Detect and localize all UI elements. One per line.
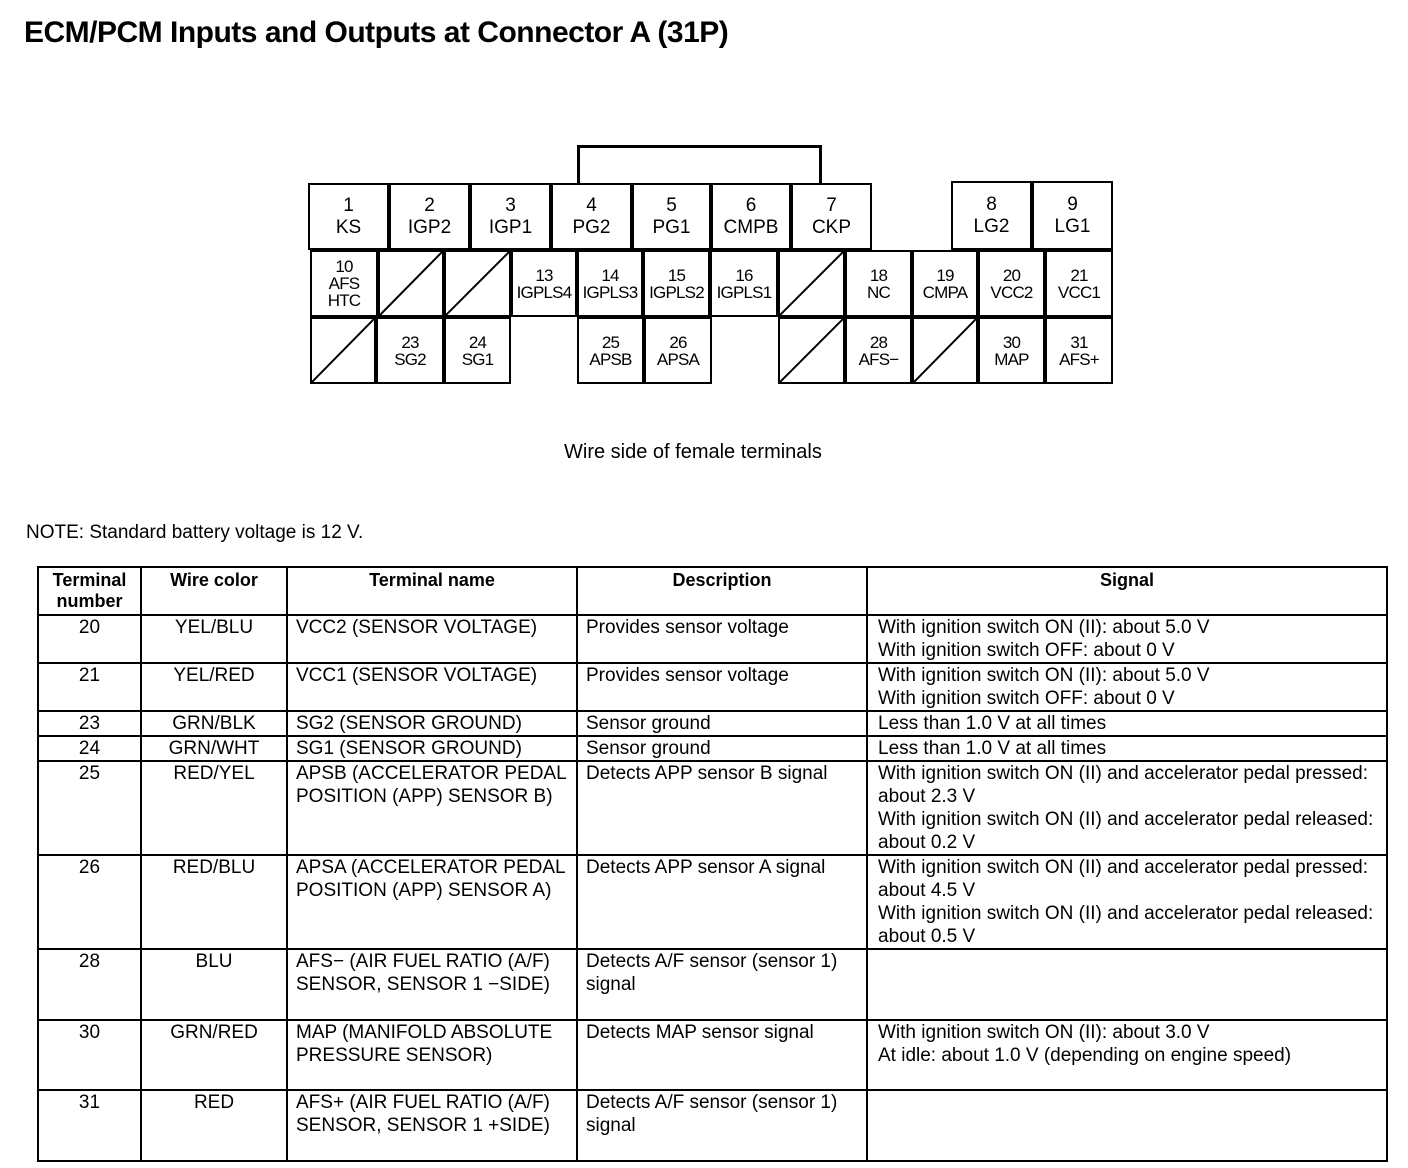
cell-description: Detects APP sensor A signal <box>577 855 867 949</box>
cell-terminal-name: VCC2 (SENSOR VOLTAGE) <box>287 615 577 663</box>
pin-signal-name: VCC2 <box>990 282 1033 302</box>
cell-signal <box>867 736 1387 761</box>
connector-pin-9 <box>1032 181 1113 250</box>
table-row <box>38 855 1387 949</box>
cavity-slash <box>914 319 976 382</box>
cell-wire-color: GRN/BLK <box>141 711 287 736</box>
pin-number: 3 <box>505 194 516 216</box>
cell-signal <box>867 1020 1387 1090</box>
cell-terminal-name: MAP (MANIFOLD ABSOLUTE PRESSURE SENSOR) <box>287 1020 577 1090</box>
cell-terminal-number: 20 <box>38 615 141 663</box>
pin-signal-name: PG1 <box>652 216 691 238</box>
signal-line: With ignition switch ON (II) and accelerator pedal released: about 0.2 V <box>878 809 1374 853</box>
connector-pin-30 <box>978 317 1045 384</box>
cell-wire-color: YEL/BLU <box>141 615 287 663</box>
pin-signal-name: SG2 <box>394 349 426 369</box>
pin-number: 28 <box>869 332 888 352</box>
connector-pin-3 <box>470 183 551 250</box>
cell-terminal-name: AFS+ (AIR FUEL RATIO (A/F) SENSOR, SENSOR 1 +SIDE) <box>287 1090 577 1161</box>
pin-number: 30 <box>1002 332 1021 352</box>
signal-line: Less than 1.0 V at all times <box>878 713 1107 734</box>
connector-pin-14 <box>577 250 643 317</box>
empty-cavity <box>310 317 376 384</box>
cell-signal <box>867 761 1387 855</box>
cell-terminal-number: 30 <box>38 1020 141 1090</box>
pin-number: 5 <box>666 194 677 216</box>
pin-signal-name: CKP <box>811 216 852 238</box>
pin-number: 1 <box>343 194 354 216</box>
cell-wire-color: RED/YEL <box>141 761 287 855</box>
pin-signal-name: KS <box>335 216 362 238</box>
connector-pin-26 <box>644 317 712 384</box>
empty-cavity <box>778 317 845 384</box>
header-description: Description <box>577 567 867 615</box>
signal-line: With ignition switch ON (II): about 5.0 V <box>878 665 1210 686</box>
pin-signal-name: MAP <box>994 349 1029 369</box>
table-row <box>38 711 1387 736</box>
cell-wire-color: GRN/RED <box>141 1020 287 1090</box>
pin-signal-name: IGPLS1 <box>716 282 772 302</box>
pin-signal-name: IGPLS2 <box>649 282 704 302</box>
cell-description: Provides sensor voltage <box>577 663 867 711</box>
pin-number: 10 <box>335 257 353 276</box>
connector-pin-4 <box>551 183 632 250</box>
header-signal: Signal <box>867 567 1387 615</box>
pin-number: 31 <box>1070 332 1088 352</box>
pin-number: 16 <box>735 265 753 285</box>
cell-signal <box>867 855 1387 949</box>
pin-signal-name: AFS− <box>858 349 899 369</box>
signal-line: With ignition switch ON (II) and accelerator pedal pressed: about 4.5 V <box>878 857 1368 901</box>
pin-signal-name: APSA <box>656 349 700 369</box>
pin-signal-name: SG1 <box>461 349 494 369</box>
cell-terminal-number: 31 <box>38 1090 141 1161</box>
pin-signal-name: PG2 <box>572 216 611 238</box>
pin-number: 2 <box>424 194 435 216</box>
pin-number: 8 <box>986 193 997 215</box>
pin-signal-name-2: HTC <box>327 291 361 310</box>
cell-terminal-number: 28 <box>38 949 141 1020</box>
pin-signal-name: CMPA <box>922 282 968 302</box>
cell-wire-color: BLU <box>141 949 287 1020</box>
pin-signal-name: NC <box>867 282 890 302</box>
pin-number: 26 <box>669 332 687 352</box>
pin-number: 9 <box>1067 193 1078 215</box>
cell-terminal-number: 23 <box>38 711 141 736</box>
signal-line: With ignition switch ON (II) and accelerator pedal released: about 0.5 V <box>878 903 1374 947</box>
connector-pin-15 <box>643 250 710 317</box>
pin-number: 23 <box>401 332 419 352</box>
table-row <box>38 663 1387 711</box>
pin-signal-name: CMPB <box>723 216 779 238</box>
connector-pin-20 <box>978 250 1045 317</box>
empty-cavity <box>778 250 845 317</box>
cell-terminal-number: 25 <box>38 761 141 855</box>
connector-pin-28 <box>845 317 912 384</box>
signal-line: With ignition switch OFF: about 0 V <box>878 640 1175 661</box>
signal-line: Less than 1.0 V at all times <box>878 738 1107 759</box>
signal-line: With ignition switch ON (II): about 5.0 V <box>878 617 1210 638</box>
connector-pin-13 <box>511 250 577 317</box>
connector-pin-24 <box>444 317 511 384</box>
connector-pin-1 <box>308 183 389 250</box>
signal-line: With ignition switch ON (II) and accelerator pedal pressed: about 2.3 V <box>878 763 1368 807</box>
connector-pin-18 <box>845 250 912 317</box>
cell-description: Sensor ground <box>577 736 867 761</box>
table-row <box>38 761 1387 855</box>
cell-description: Provides sensor voltage <box>577 615 867 663</box>
cell-wire-color: YEL/RED <box>141 663 287 711</box>
header-terminal-number: Terminal number <box>38 567 141 615</box>
connector-pin-16 <box>710 250 778 317</box>
table-row <box>38 1020 1387 1090</box>
pin-number: 14 <box>601 265 619 285</box>
pin-signal-name: IGPLS3 <box>582 282 638 302</box>
connector-pin-8 <box>951 181 1032 250</box>
empty-cavity <box>444 250 511 317</box>
cell-description: Detects A/F sensor (sensor 1) signal <box>577 1090 867 1161</box>
signal-line: With ignition switch ON (II): about 3.0 V <box>878 1022 1210 1043</box>
pin-signal-name: VCC1 <box>1057 282 1101 302</box>
cell-terminal-number: 21 <box>38 663 141 711</box>
page-title: ECM/PCM Inputs and Outputs at Connector A (31P) <box>24 16 729 49</box>
cell-terminal-name: VCC1 (SENSOR VOLTAGE) <box>287 663 577 711</box>
connector-pin-25 <box>577 317 644 384</box>
cell-signal <box>867 711 1387 736</box>
cell-signal <box>867 1090 1387 1161</box>
cell-wire-color: GRN/WHT <box>141 736 287 761</box>
connector-pin-23 <box>376 317 444 384</box>
connector-pin-31 <box>1045 317 1113 384</box>
pin-number: 15 <box>667 265 686 285</box>
table-header-row <box>38 567 1387 615</box>
cell-description: Detects APP sensor B signal <box>577 761 867 855</box>
table-row <box>38 736 1387 761</box>
pin-signal-name: LG1 <box>1054 215 1091 237</box>
cell-terminal-name: SG1 (SENSOR GROUND) <box>287 736 577 761</box>
table-row <box>38 1090 1387 1161</box>
cell-terminal-number: 26 <box>38 855 141 949</box>
connector-pin-21 <box>1045 250 1113 317</box>
pin-number: 24 <box>468 332 487 352</box>
cell-terminal-number: 24 <box>38 736 141 761</box>
empty-cavity <box>912 317 978 384</box>
signal-line: At idle: about 1.0 V (depending on engine speed) <box>878 1045 1292 1066</box>
pin-number: 19 <box>936 265 954 285</box>
connector-caption: Wire side of female terminals <box>564 441 822 463</box>
connector-pin-7 <box>791 183 872 250</box>
cavity-slash <box>312 319 374 382</box>
cell-wire-color: RED <box>141 1090 287 1161</box>
cell-description: Detects MAP sensor signal <box>577 1020 867 1090</box>
connector-pin-10 <box>310 250 378 317</box>
signal-line: With ignition switch OFF: about 0 V <box>878 688 1175 709</box>
cavity-slash <box>380 252 442 315</box>
connector-pin-2 <box>389 183 470 250</box>
connector-latch <box>577 145 822 183</box>
battery-note: NOTE: Standard battery voltage is 12 V. <box>26 522 364 543</box>
pin-signal-name: IGPLS4 <box>516 282 572 302</box>
connector-pin-19 <box>912 250 978 317</box>
cell-terminal-name: APSA (ACCELERATOR PEDAL POSITION (APP) SENSOR A) <box>287 855 577 949</box>
cell-description: Detects A/F sensor (sensor 1) signal <box>577 949 867 1020</box>
table-row <box>38 615 1387 663</box>
cavity-slash <box>446 252 509 315</box>
terminal-table <box>37 566 1388 1162</box>
pin-number: 13 <box>535 265 553 285</box>
pin-number: 25 <box>601 332 620 352</box>
pin-signal-name: IGP2 <box>407 216 452 238</box>
table-row <box>38 949 1387 1020</box>
cell-wire-color: RED/BLU <box>141 855 287 949</box>
cell-terminal-name: SG2 (SENSOR GROUND) <box>287 711 577 736</box>
pin-signal-name: LG2 <box>973 215 1010 237</box>
pin-number: 7 <box>826 194 837 216</box>
cell-terminal-name: APSB (ACCELERATOR PEDAL POSITION (APP) SENSOR B) <box>287 761 577 855</box>
pin-signal-name: IGP1 <box>488 216 533 238</box>
cell-signal <box>867 949 1387 1020</box>
header-terminal-name: Terminal name <box>287 567 577 615</box>
cell-description: Sensor ground <box>577 711 867 736</box>
pin-signal-name: AFS <box>328 274 360 293</box>
pin-signal-name: APSB <box>589 349 632 369</box>
cell-signal <box>867 615 1387 663</box>
pin-number: 18 <box>869 265 888 285</box>
pin-number: 20 <box>1002 265 1021 285</box>
pin-number: 21 <box>1070 265 1088 285</box>
empty-cavity <box>378 250 444 317</box>
cavity-slash <box>780 252 843 315</box>
pin-number: 4 <box>586 194 597 216</box>
connector-pin-6 <box>711 183 791 250</box>
connector-pin-5 <box>632 183 711 250</box>
header-wire-color: Wire color <box>141 567 287 615</box>
cell-terminal-name: AFS− (AIR FUEL RATIO (A/F) SENSOR, SENSOR 1 −SIDE) <box>287 949 577 1020</box>
pin-number: 6 <box>745 194 757 216</box>
cell-signal <box>867 663 1387 711</box>
pin-signal-name: AFS+ <box>1059 349 1099 369</box>
connector-diagram <box>0 0 1408 420</box>
cavity-slash <box>780 319 843 382</box>
